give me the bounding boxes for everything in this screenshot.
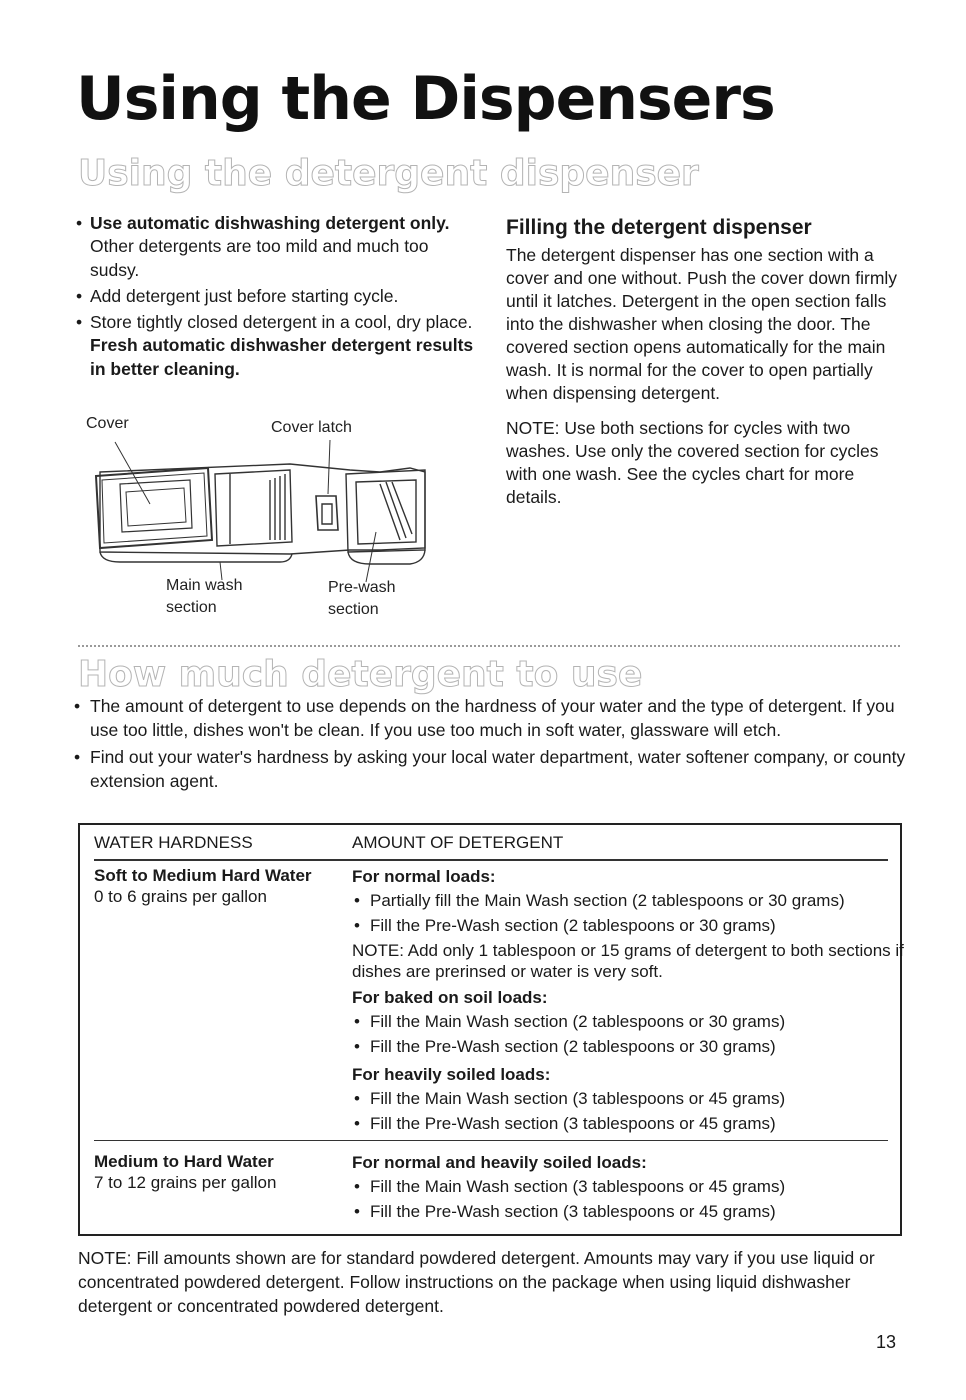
section-title-detergent-dispenser: Using the detergent dispenser bbox=[78, 153, 699, 194]
filling-note bbox=[506, 417, 906, 509]
tip-text: Store tightly closed detergent in a cool, dry place. bbox=[90, 312, 473, 333]
amount-item: • Fill the Main Wash section (3 tablespoons or 45 grams) bbox=[352, 1087, 912, 1112]
amount-item: • Partially fill the Main Wash section (2 tablespoons or 30 grams) bbox=[352, 889, 912, 914]
tip-text: Other detergents are too mild and much too sudsy. bbox=[90, 236, 429, 280]
filling-body: The detergent dispenser has one section with a cover and one without. Push the cover down firmly until it latches. Detergent in the open section falls into the dishwasher when closing the door. The covered section opens automatically for the main wash. It is normal for the cover to open partially when dispensing detergent. bbox=[506, 245, 898, 403]
hardness-cell bbox=[94, 865, 349, 907]
hardness-name: Medium to Hard Water bbox=[94, 1152, 274, 1171]
amount-item: • Fill the Main Wash section (3 tablespoons or 45 grams) bbox=[352, 1175, 912, 1200]
filling-heading: Filling the detergent dispenser bbox=[506, 216, 812, 239]
how-much-list bbox=[76, 695, 906, 797]
header-amount: AMOUNT OF DETERGENT bbox=[352, 833, 564, 852]
note-label: NOTE: bbox=[78, 1248, 132, 1268]
label-main-wash-section: section bbox=[166, 599, 217, 616]
filling-section bbox=[506, 214, 906, 509]
note-text: Add only 1 tablespoon or 15 grams of detergent to both sections if dishes are prerinsed or water is very soft. bbox=[352, 941, 904, 981]
detergent-table bbox=[78, 823, 902, 1236]
table-row bbox=[94, 1151, 894, 1231]
note-text: Fill amounts shown are for standard powdered detergent. Amounts may vary if you use liquid or concentrated powdered detergent. Follow instructions on the package when using liquid dishwasher detergent or concentrated powdered detergent. bbox=[78, 1248, 875, 1316]
amount-cell bbox=[352, 865, 912, 1136]
hardness-cell bbox=[94, 1151, 349, 1193]
tip-item bbox=[78, 285, 478, 308]
load-label: For normal loads: bbox=[352, 867, 496, 886]
amount-note bbox=[352, 940, 912, 982]
tip-bold: Fresh automatic dishwasher detergent results in better cleaning. bbox=[90, 335, 474, 379]
note-label: NOTE: bbox=[352, 941, 404, 960]
load-label: For baked on soil loads: bbox=[352, 988, 548, 1007]
bottom-note bbox=[78, 1246, 902, 1318]
table-row bbox=[94, 865, 904, 1141]
page-title: Using the Dispensers bbox=[76, 64, 775, 134]
label-main-wash: Main wash bbox=[166, 577, 243, 594]
note-text: Use both sections for cycles with two washes. Use only the covered section for cycles with one wash. See the cycles chart for more details. bbox=[506, 418, 879, 507]
tip-item bbox=[78, 212, 478, 282]
page-number: 13 bbox=[876, 1332, 897, 1352]
tip-bold: Use automatic dishwashing detergent only. bbox=[90, 213, 450, 233]
hardness-range: 0 to 6 grains per gallon bbox=[94, 887, 267, 906]
note-label: NOTE: bbox=[506, 418, 560, 438]
how-much-item: • The amount of detergent to use depends on the hardness of your water and the type of detergent. If you use too little, dishes won't be clean. If you use too much in soft water, glassware will etch. bbox=[76, 695, 906, 742]
label-pre-wash: Pre-wash bbox=[328, 579, 396, 596]
label-cover: Cover bbox=[86, 415, 129, 432]
label-pre-wash-section: section bbox=[328, 601, 379, 618]
amount-item: • Fill the Pre-Wash section (3 tablespoons or 45 grams) bbox=[352, 1112, 912, 1137]
amount-item: • Fill the Pre-Wash section (3 tablespoons or 45 grams) bbox=[352, 1200, 912, 1225]
how-much-item: • Find out your water's hardness by asking your local water department, water softener company, or county extension agent. bbox=[76, 746, 906, 793]
dispenser-illustration bbox=[80, 412, 490, 627]
hardness-range: 7 to 12 grains per gallon bbox=[94, 1173, 277, 1192]
tip-item bbox=[78, 311, 478, 381]
amount-item: • Fill the Main Wash section (2 tablespoons or 30 grams) bbox=[352, 1010, 912, 1035]
amount-cell bbox=[352, 1151, 912, 1224]
load-label: For heavily soiled loads: bbox=[352, 1065, 551, 1084]
tip-text: Add detergent just before starting cycle. bbox=[90, 285, 399, 306]
hardness-name: Soft to Medium Hard Water bbox=[94, 866, 312, 885]
label-cover-latch: Cover latch bbox=[271, 419, 352, 436]
section-title-how-much: How much detergent to use bbox=[78, 654, 643, 695]
dispenser-diagram bbox=[80, 412, 490, 627]
header-water-hardness: WATER HARDNESS bbox=[94, 833, 253, 852]
amount-item: • Fill the Pre-Wash section (2 tablespoons or 30 grams) bbox=[352, 1035, 912, 1060]
section-divider bbox=[78, 645, 900, 647]
dispenser-tips bbox=[78, 212, 478, 384]
load-label: For normal and heavily soiled loads: bbox=[352, 1153, 647, 1172]
amount-item: • Fill the Pre-Wash section (2 tablespoons or 30 grams) bbox=[352, 914, 912, 939]
table-header bbox=[94, 833, 888, 861]
